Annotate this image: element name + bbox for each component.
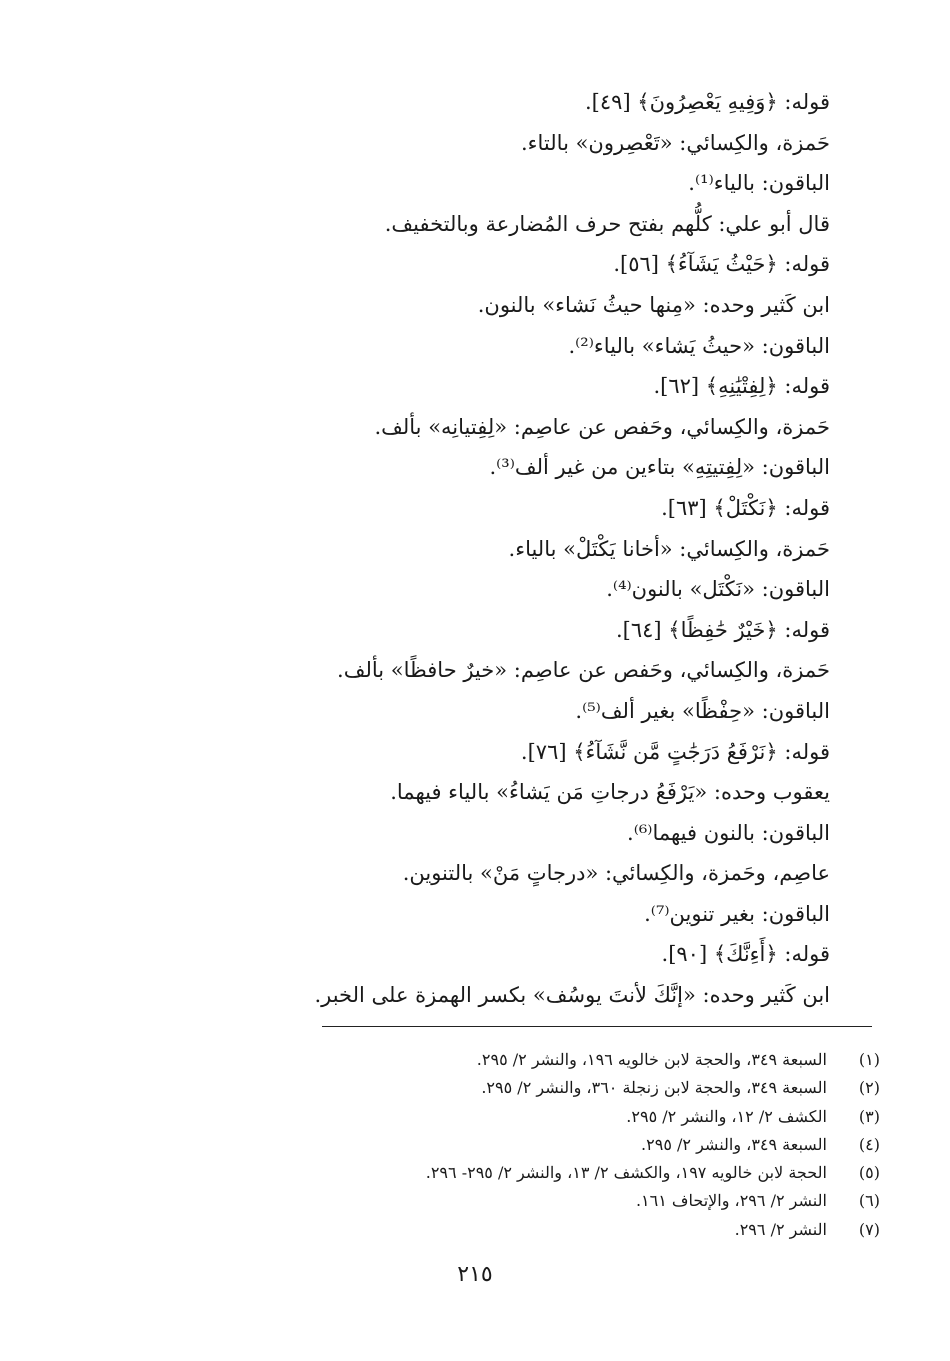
footnote-number: (٥) — [858, 1163, 880, 1183]
footnote-number: (١) — [858, 1050, 880, 1069]
page-number: ٢١٥ — [457, 1262, 493, 1287]
text-line: قال أبو علي: كلُّهم بفتح حرف المُضارعة وبالتخفيف. — [384, 211, 830, 236]
footnote-number: (٤) — [858, 1134, 880, 1154]
text-line: الباقون: «لِفِتيتِهِ» بتاءين من غير ألف⁽³⁾. — [489, 455, 830, 480]
text-line: يعقوب وحده: «يَرْفَعُ درجاتِ مَن يَشاءُ» بالياء فيهما. — [390, 780, 830, 805]
text-line: الباقون: بالياء⁽¹⁾. — [688, 171, 830, 196]
footnote — [240, 1187, 880, 1215]
footnote-number: (٦) — [858, 1191, 880, 1211]
footnote-text: النشر ٢/ ٢٩٦. — [734, 1219, 827, 1239]
footnote — [240, 1046, 880, 1074]
footnote — [240, 1159, 880, 1187]
footnote-text: السبعة ٣٤٩، والحجة لابن زنجلة ٣٦٠، والنشر ٢/ ٢٩٥. — [481, 1078, 827, 1098]
footnote-text: السبعة ٣٤٩، والحجة لابن خالويه ١٩٦، والنشر ٢/ ٢٩٥. — [476, 1050, 827, 1069]
text-line: عاصِم، وحَمزة، والكِسائي: «درجاتٍ مَنْ» بالتنوين. — [402, 861, 830, 886]
footnote-text: السبعة ٣٤٩، والنشر ٢/ ٢٩٥. — [641, 1134, 827, 1154]
text-line: حَمزة، والكِسائي، وحَفص عن عاصِم: «لِفِتيانِه» بألف. — [374, 414, 830, 439]
text-line: قوله: ﴿خَيْرٌ حَٰفِظًا﴾ [٦٤]. — [615, 617, 830, 642]
footnote-number: (٣) — [858, 1106, 880, 1126]
text-line: قوله: ﴿نَكْتَلْ﴾ [٦٣]. — [661, 495, 830, 520]
text-line: قوله: ﴿نَرْفَعُ دَرَجَٰتٍ مَّن نَّشَآءُ﴾ [٧٦]. — [520, 739, 830, 764]
text-line: حَمزة، والكِسائي: «تَعْصِرون» بالتاء. — [520, 130, 830, 155]
text-line: الباقون: «حيثُ يَشاء» بالياء⁽²⁾. — [568, 333, 830, 358]
text-line: حَمزة، والكِسائي، وحَفص عن عاصِم: «خيرٌ حافظًا» بألف. — [337, 658, 830, 683]
footnotes — [240, 1046, 880, 1244]
text-line: قوله: ﴿أَءِنَّكَ﴾ [٩٠]. — [661, 942, 830, 967]
text-line: قوله: ﴿حَيْثُ يَشَآءُ﴾ [٥٦]. — [613, 252, 830, 277]
text-line: الباقون: «نَكْتَل» بالنون⁽⁴⁾. — [606, 577, 830, 602]
footnote — [240, 1216, 880, 1244]
footnote-text: النشر ٢/ ٢٩٦، والإتحاف ١٦١. — [635, 1191, 827, 1211]
text-line: الباقون: «حِفْظًا» بغير ألف⁽⁵⁾. — [575, 698, 830, 723]
footnote-number: (٧) — [858, 1219, 880, 1239]
text-line: ابن كَثير وحده: «إنَّكَ لأنتَ يوسُف» بكسر الهمزة على الخبر. — [314, 983, 830, 1008]
footnote-text: الحجة لابن خالويه ١٩٧، والكشف ٢/ ١٣، والنشر ٢/ ٢٩٥- ٢٩٦. — [425, 1163, 827, 1183]
main-text — [270, 82, 830, 1016]
text-line: الباقون: بالنون فيهما⁽⁶⁾. — [627, 820, 830, 845]
footnote-text: الكشف ٢/ ١٢، والنشر ٢/ ٢٩٥. — [626, 1106, 827, 1126]
footnote — [240, 1131, 880, 1159]
text-line: الباقون: بغير تنوين⁽⁷⁾. — [644, 901, 830, 926]
footnote-divider — [322, 1026, 872, 1027]
footnote — [240, 1074, 880, 1102]
footnote-number: (٢) — [858, 1078, 880, 1098]
text-line: حَمزة، والكِسائي: «أخانا يَكْتَلْ» بالياء. — [508, 536, 830, 561]
footnote — [240, 1103, 880, 1131]
text-line: قوله: ﴿لِفِتْيَٰنِهِ﴾ [٦٢]. — [653, 374, 830, 399]
text-line: ابن كَثير وحده: «مِنها حيثُ نَشاء» بالنون. — [477, 292, 830, 317]
text-line: قوله: ﴿وَفِيهِ يَعْصِرُونَ﴾ [٤٩]. — [585, 90, 830, 114]
